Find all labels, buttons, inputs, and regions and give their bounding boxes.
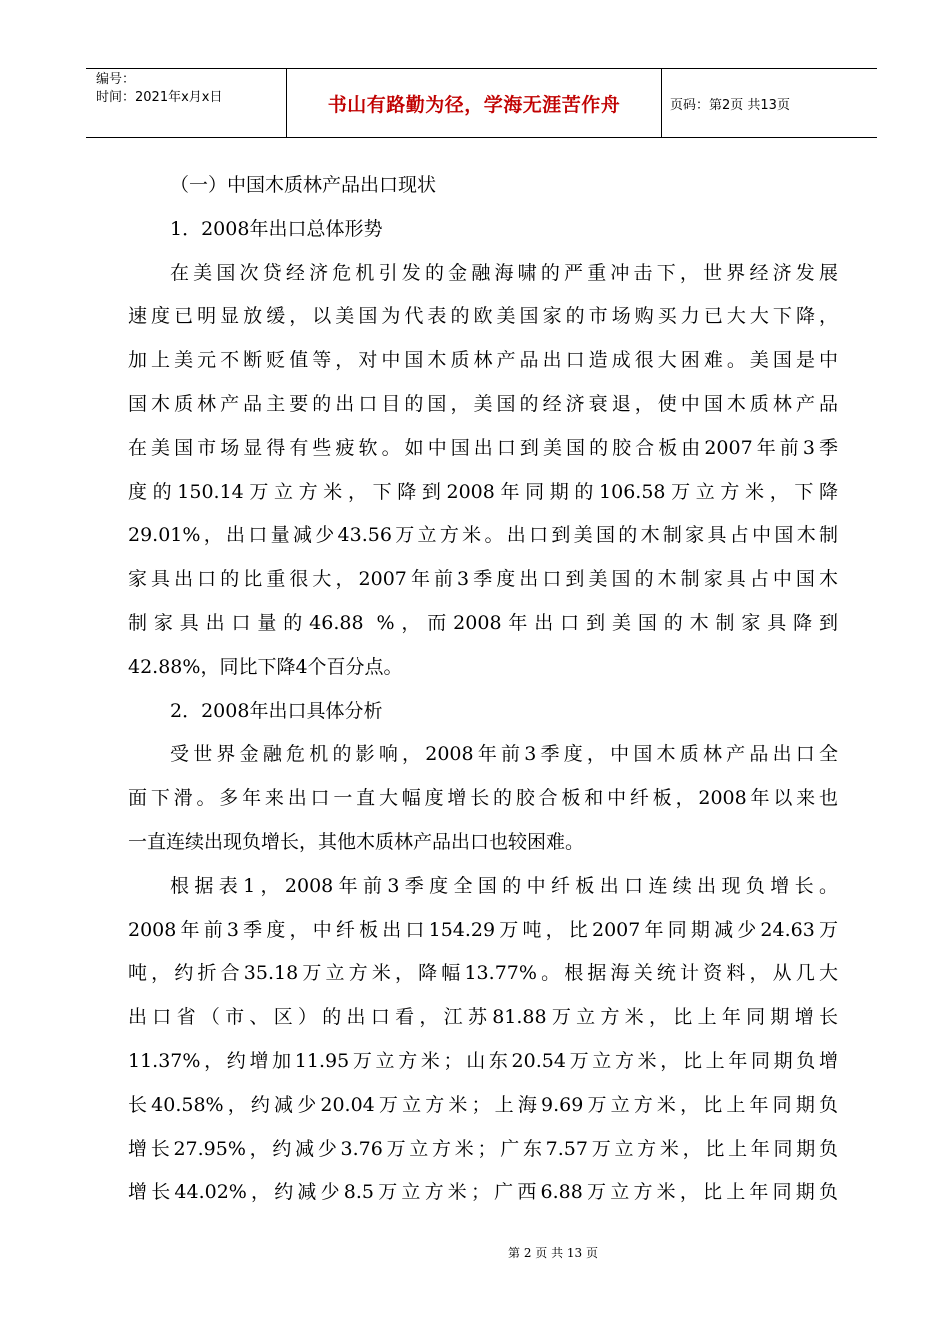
body-text-line: 42.88%，同比下降4个百分点。 <box>128 655 403 678</box>
body-text-line: 受世界金融危机的影响，2008年前3季度，中国木质林产品出口全 <box>170 743 838 766</box>
body-text-line: （一）中国木质林产品出口现状 <box>170 174 437 196</box>
body-text-line: 根据表1，2008年前3季度全国的中纤板出口连续出现负增长。 <box>170 874 838 897</box>
body-text-line: 国木质林产品主要的出口目的国，美国的经济衰退，使中国木质林产品 <box>128 392 838 415</box>
body-text-line: 制家具出口量的46.88 %，而2008年出口到美国的木制家具降到 <box>128 611 838 634</box>
body-text-line: 29.01%，出口量减少43.56万立方米。出口到美国的木制家具占中国木制 <box>128 524 838 547</box>
header-motto-cell <box>286 69 662 137</box>
number-label: 编号： <box>96 72 136 87</box>
body-text-line: 度的150.14万立方米，下降到2008年同期的106.58万立方米，下降 <box>128 480 838 503</box>
body-text-line: 1．2008年出口总体形势 <box>170 217 383 240</box>
page-footer <box>0 1244 950 1261</box>
body-text-line: 吨，约折合35.18万立方米，降幅13.77%。根据海关统计资料，从几大 <box>128 962 838 985</box>
page-header <box>86 68 877 138</box>
body-text-line: 加上美元不断贬值等，对中国木质林产品出口造成很大困难。美国是中 <box>128 349 838 372</box>
body-text-line: 增长44.02%，约减少8.5万立方米；广西6.88万立方米，比上年同期负 <box>128 1181 838 1204</box>
time-label: 时间：2021年x月x日 <box>96 90 223 105</box>
body-text-line: 2．2008年出口具体分析 <box>170 699 383 722</box>
body-text-line: 11.37%，约增加11.95万立方米；山东20.54万立方米，比上年同期负增 <box>128 1049 838 1072</box>
body-text-line: 家具出口的比重很大，2007年前3季度出口到美国的木制家具占中国木 <box>128 568 838 591</box>
body-text-line: 出口省（市、区）的出口看，江苏81.88万立方米，比上年同期增长 <box>128 1006 838 1029</box>
body-text-line: 长40.58%，约减少20.04万立方米；上海9.69万立方米，比上年同期负 <box>128 1093 838 1116</box>
body-text-line: 一直连续出现负增长，其他木质林产品出口也较困难。 <box>128 830 585 853</box>
header-motto: 书山有路勤为径，学海无涯苦作舟 <box>327 93 621 116</box>
body-text-line: 面下滑。多年来出口一直大幅度增长的胶合板和中纤板，2008年以来也 <box>128 787 838 810</box>
body-text-line: 2008年前3季度，中纤板出口154.29万吨，比2007年同期减少24.63万 <box>128 918 838 941</box>
footer-page-number: 第 2 页 共 13 页 <box>508 1246 598 1260</box>
document-body <box>128 164 838 1215</box>
header-page-info: 页码：第2页 共13页 <box>670 97 790 113</box>
body-text-line: 速度已明显放缓，以美国为代表的欧美国家的市场购买力已大大下降， <box>128 305 838 328</box>
body-text-line: 在美国次贷经济危机引发的金融海啸的严重冲击下，世界经济发展 <box>170 261 838 284</box>
body-text-line: 在美国市场显得有些疲软。如中国出口到美国的胶合板由2007年前3季 <box>128 436 838 459</box>
header-meta <box>86 69 286 137</box>
body-text-line: 增长27.95%，约减少3.76万立方米；广东7.57万立方米，比上年同期负 <box>128 1137 838 1160</box>
